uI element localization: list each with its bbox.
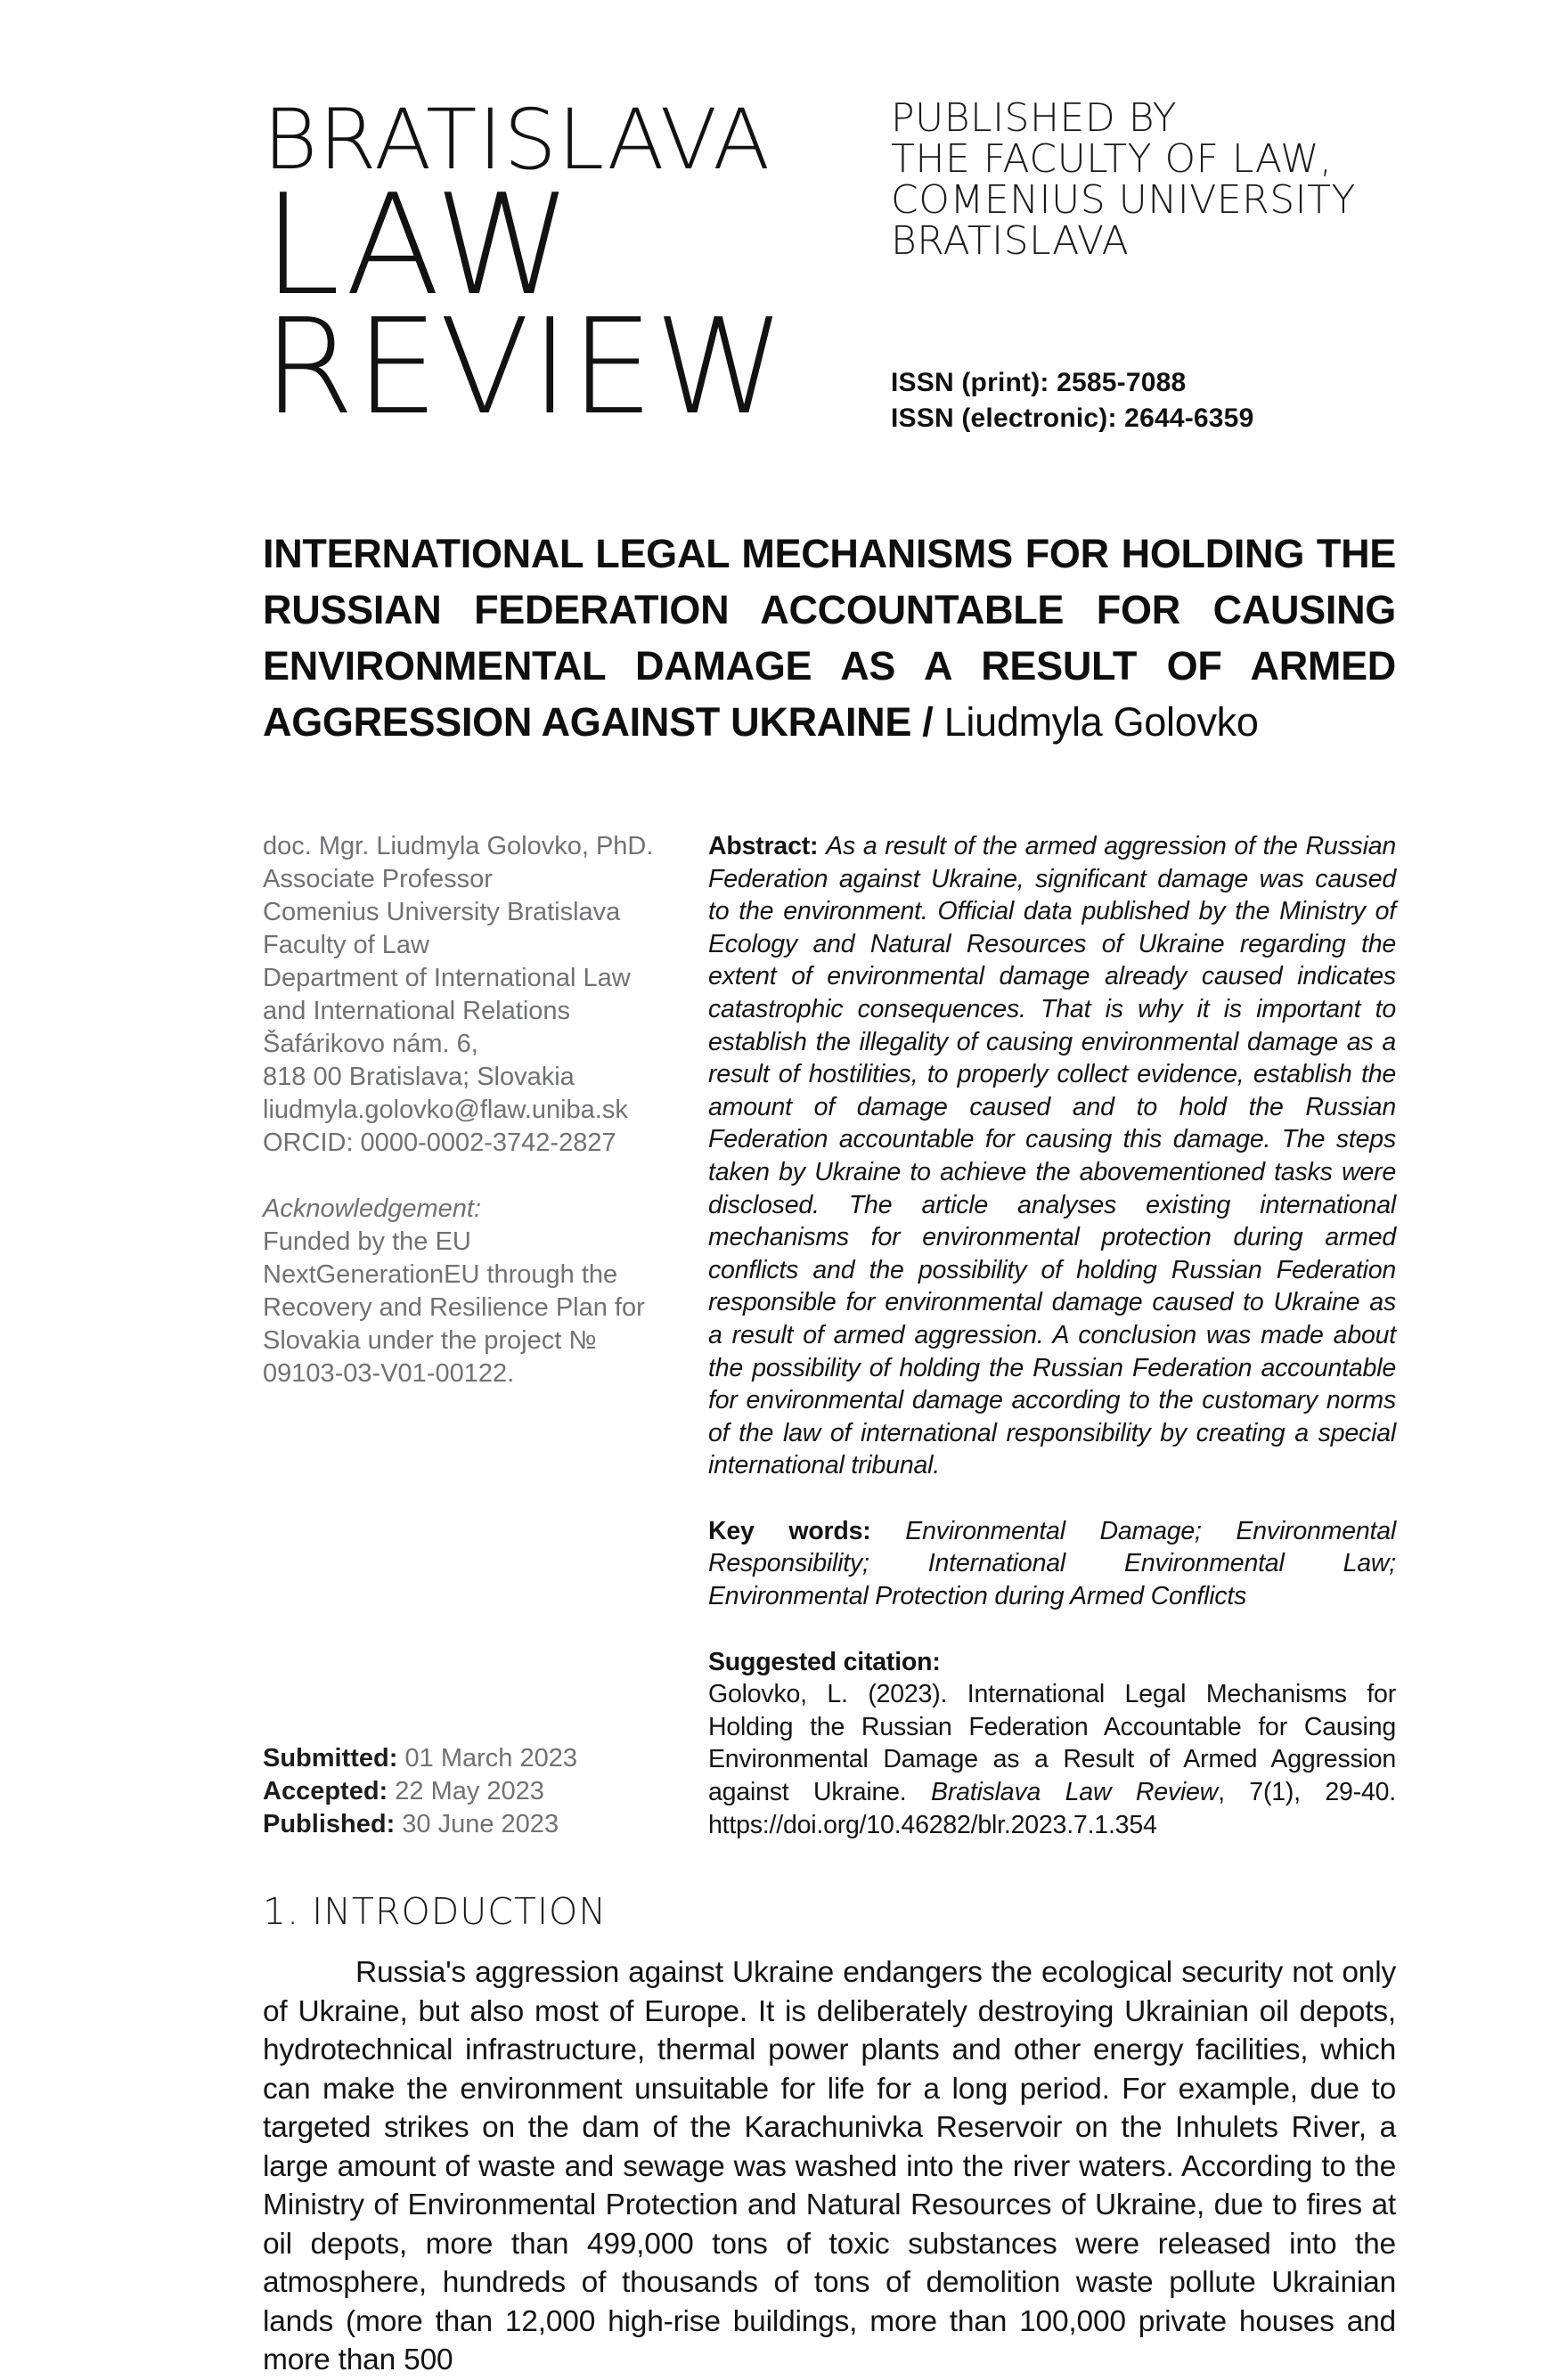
affiliation-line: Department of International Law <box>263 964 631 992</box>
dates-block <box>263 1742 665 1841</box>
author-email: liudmyla.golovko@flaw.uniba.sk <box>263 1096 628 1124</box>
keywords-block <box>708 1515 1396 1613</box>
introduction-heading: 1. INTRODUCTION <box>263 1890 608 1934</box>
acknowledgement-text: Funded by the EU NextGenerationEU through the Recovery and Resilience Plan for Slovakia under the project № 09103-03-V01-00122. <box>263 1227 645 1388</box>
issn-print: ISSN (print): 2585-7088 <box>891 368 1187 397</box>
logo-line-review: REVIEW <box>263 290 787 444</box>
abstract-text: As a result of the armed aggression of the Russian Federation against Ukraine, significant damage was caused to the environment. Official data published by the Ministry of Ecology and Natural Resources of Ukraine regarding the extent of environmental damage already caused indicates catastrophic consequences. That is why it is important to establish the illegality of causing environmental damage as a result of hostilities, to properly collect evidence, establish the amount of damage caused and to hold the Russian Federation accountable for causing this damage. The steps taken by Ukraine to achieve the abovementioned tasks were disclosed. The article analyses existing international mechanisms for environmental protection during armed conflicts and the possibility of holding Russian Federation responsible for environmental damage caused to Ukraine as a result of armed aggression. A conclusion was made about the possibility of holding the Russian Federation accountable for environmental damage according to the customary norms of the law of international responsibility by creating a special international tribunal. <box>708 832 1397 1480</box>
submitted-row <box>263 1742 665 1775</box>
keywords-label: Key words: <box>708 1516 871 1545</box>
meta-section <box>263 830 1396 1841</box>
abstract-block <box>708 830 1396 1482</box>
published-row <box>263 1808 665 1841</box>
title-author-separator: / <box>911 699 944 745</box>
publisher-column <box>891 95 1396 436</box>
publisher-block <box>891 95 1396 264</box>
author-orcid: ORCID: 0000-0002-3742-2827 <box>263 1129 616 1157</box>
citation-text-after-journal: , 7(1), 29-40. <box>1218 1778 1396 1807</box>
journal-page <box>263 0 1396 2380</box>
affiliation-line: Associate Professor <box>263 865 493 893</box>
affiliation-line: and International Relations <box>263 997 571 1025</box>
issn-electronic: ISSN (electronic): 2644-6359 <box>891 403 1254 433</box>
submitted-value: 01 March 2023 <box>404 1744 577 1773</box>
published-label: Published: <box>263 1810 396 1839</box>
article-title <box>263 526 1396 750</box>
citation-block <box>708 1646 1396 1842</box>
citation-journal-name: Bratislava Law Review <box>931 1778 1219 1807</box>
doi-link: https://doi.org/10.46282/blr.2023.7.1.354 <box>708 1810 1157 1839</box>
author-affiliation-column <box>263 830 665 1841</box>
publisher-line: COMENIUS UNIVERSITY <box>891 177 1356 223</box>
citation-label: Suggested citation: <box>708 1647 941 1676</box>
issn-block <box>891 365 1396 436</box>
citation-text <box>708 1678 1396 1841</box>
author-name: Liudmyla Golovko <box>943 699 1259 745</box>
affiliation-line: Faculty of Law <box>263 931 429 959</box>
affiliation-line: doc. Mgr. Liudmyla Golovko, PhD. <box>263 832 654 860</box>
published-value: 30 June 2023 <box>402 1810 559 1839</box>
accepted-value: 22 May 2023 <box>395 1777 544 1806</box>
article-title-text: INTERNATIONAL LEGAL MECHANISMS FOR HOLDING THE RUSSIAN FEDERATION ACCOUNTABLE FOR CAUSING ENVIRONMENTAL DAMAGE AS A RESULT OF ARMED AGGRESSION AGAINST UKRAINE <box>263 531 1396 745</box>
affiliation-line: 818 00 Bratislava; Slovakia <box>263 1063 575 1091</box>
affiliation-line: Comenius University Bratislava <box>263 898 621 926</box>
logo-line-law: LAW <box>263 164 574 326</box>
publisher-line: THE FACULTY OF LAW, <box>891 136 1333 182</box>
affiliation-line: Šafárikovo nám. 6, <box>263 1030 478 1058</box>
abstract-label: Abstract: <box>708 832 819 860</box>
abstract-column <box>708 830 1396 1841</box>
publisher-line: BRATISLAVA <box>891 218 1130 264</box>
submitted-label: Submitted: <box>263 1744 398 1773</box>
citation-text-before-journal: Golovko, L. (2023). International Legal Mechanisms for Holding the Russian Federation Accountable for Causing Environmental Damage as a Result of Armed Aggression against Ukraine. <box>708 1680 1396 1807</box>
journal-logo <box>263 92 891 444</box>
acknowledgement-block <box>263 1193 665 1390</box>
acknowledgement-label: Acknowledgement: <box>263 1194 482 1223</box>
accepted-row <box>263 1775 665 1808</box>
introduction-paragraph: Russia's aggression against Ukraine endangers the ecological security not only of Ukraine, but also most of Europe. It is deliberately destroying Ukrainian oil depots, hydrotechnical infrastructure, thermal power plants and other energy facilities, which can make the environment unsuitable for life for a long period. For example, due to targeted strikes on the dam of the Karachunivka Reservoir on the Inhulets River, a large amount of waste and sewage was washed into the river waters. According to the Ministry of Environmental Protection and Natural Resources of Ukraine, due to fires at oil depots, more than 499,000 tons of toxic substances were released into the atmosphere, hundreds of thousands of tons of demolition waste pollute Ukrainian lands (more than 12,000 high-rise buildings, more than 100,000 private houses and more than 500 <box>263 1956 1396 2377</box>
keywords-text: Environmental Damage; Environmental Responsibility; International Environmental Law; Environmental Protection during Armed Conflicts <box>708 1516 1397 1611</box>
publisher-line: PUBLISHED BY <box>891 95 1178 141</box>
masthead <box>263 92 1396 444</box>
accepted-label: Accepted: <box>263 1777 388 1806</box>
logo-line-bratislava: BRATISLAVA <box>263 92 771 189</box>
